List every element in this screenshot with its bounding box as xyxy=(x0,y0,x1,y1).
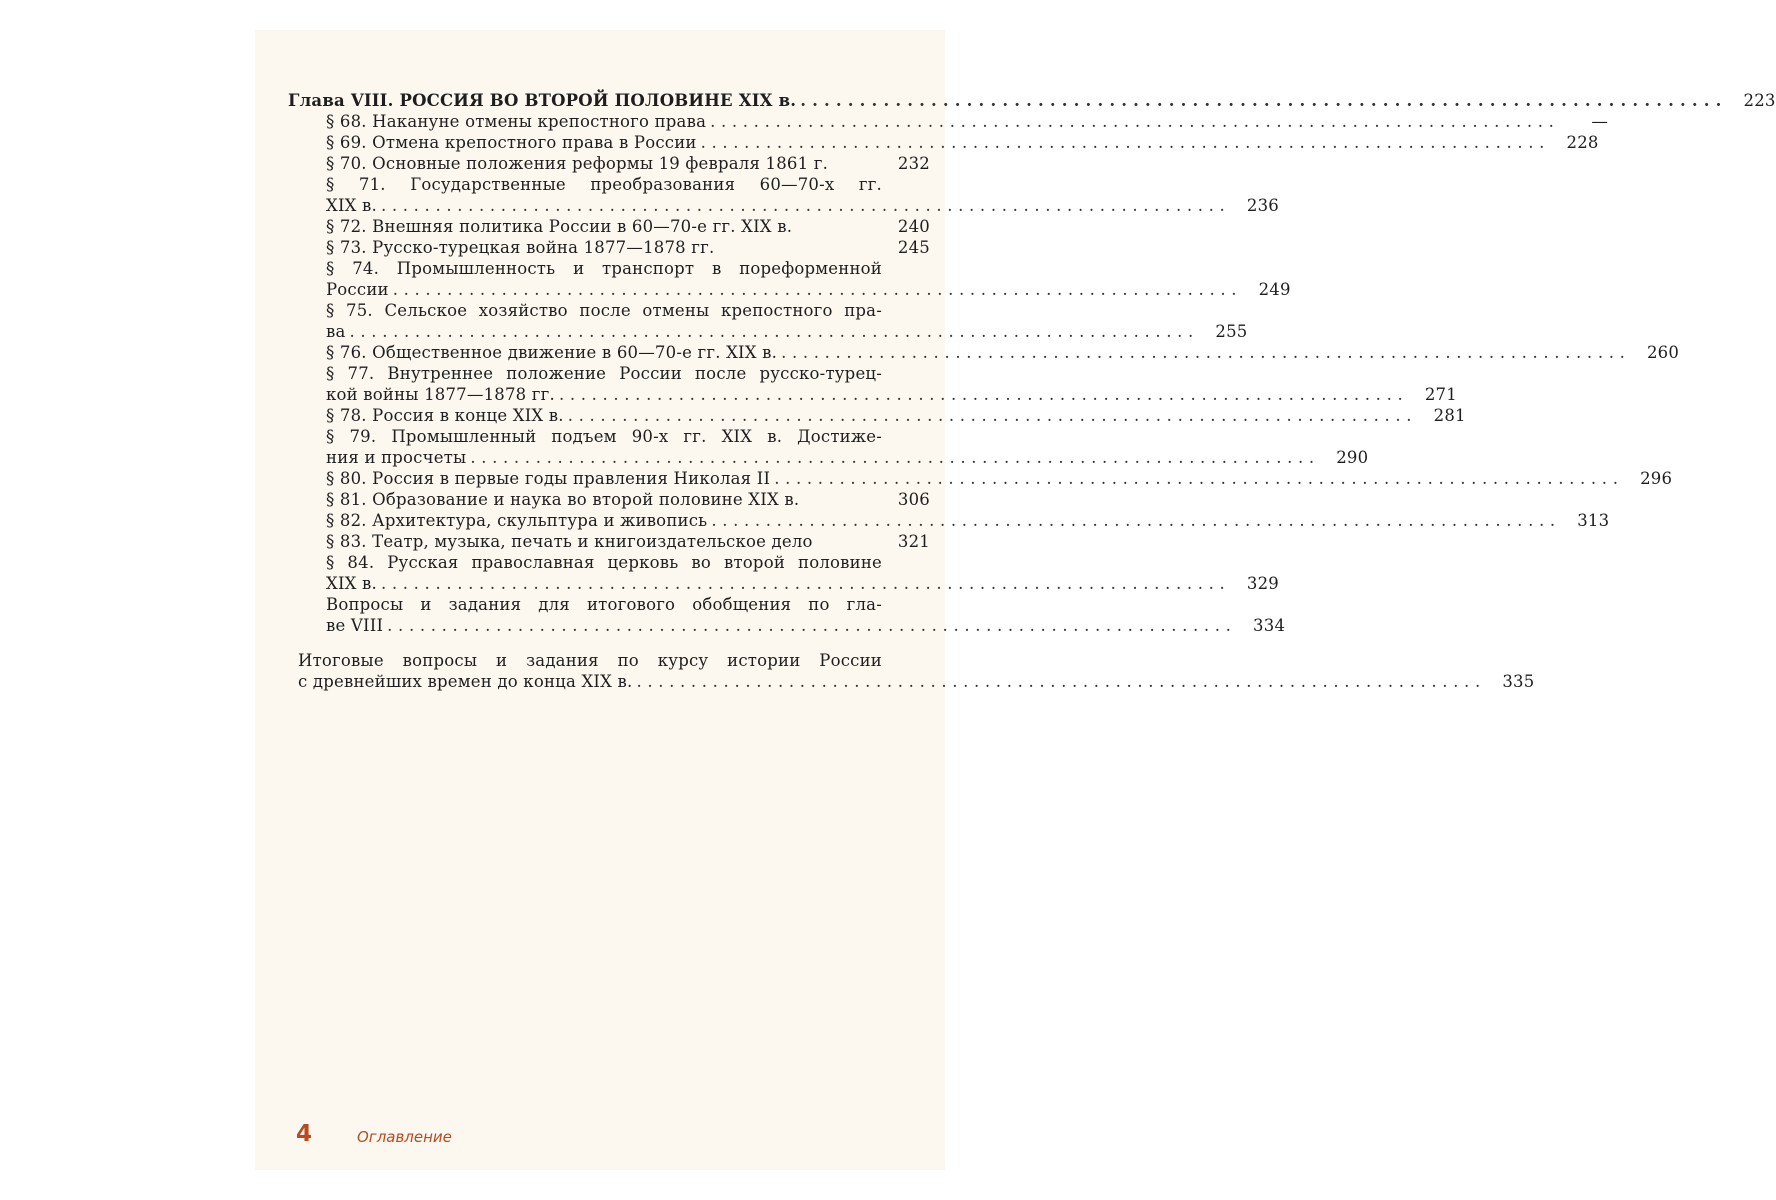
dot-leader xyxy=(393,279,1237,300)
toc-entry-text: § 82. Архитектура, скульптура и живопись xyxy=(326,511,708,530)
toc-entry-text: России xyxy=(326,280,389,299)
toc-entry-line-2 xyxy=(288,384,1457,405)
toc-entry-line-1 xyxy=(288,426,930,447)
toc-page-number: — xyxy=(1591,112,1609,131)
toc-entry-text: ве VIII xyxy=(326,616,384,635)
toc-entry-text: § 75. Сельское хозяйство после отмены крепостного пра- xyxy=(326,301,882,320)
toc-entry-text: кой войны 1877—1878 гг. xyxy=(326,385,555,404)
dot-leader xyxy=(781,342,1625,363)
toc-entry-text: § 74. Промышленность и транспорт в пореформенной xyxy=(326,259,882,278)
table-of-contents xyxy=(288,90,1776,692)
toc-entry xyxy=(288,237,930,258)
toc-page-number: 249 xyxy=(1258,280,1291,299)
dot-leader xyxy=(774,468,1618,489)
toc-entry xyxy=(288,405,1466,426)
toc-entry xyxy=(288,342,1680,363)
toc-entry-line-2 xyxy=(288,195,1279,216)
toc-entry-line-2 xyxy=(288,615,1286,636)
toc-entry xyxy=(288,510,1610,531)
toc-page-number: 290 xyxy=(1336,448,1369,467)
toc-final-entry-line-1 xyxy=(288,650,930,671)
running-footer-title: Оглавление xyxy=(357,1128,452,1146)
toc-entry-text: § 77. Внутреннее положение России после русско-турец- xyxy=(326,364,882,383)
toc-entry-text: с древнейших времен до конца XIX в. xyxy=(298,672,633,691)
toc-page-number: 228 xyxy=(1566,133,1599,152)
toc-entry-text: Вопросы и задания для итогового обобщения по гла- xyxy=(326,595,882,614)
toc-entry-line-1 xyxy=(288,363,930,384)
toc-page-number: 260 xyxy=(1646,343,1680,362)
toc-entry-text: § 78. Россия в конце XIX в. xyxy=(326,406,564,425)
toc-entry-text: § 81. Образование и наука во второй половине XIX в. xyxy=(326,490,800,509)
toc-entry-text: § 84. Русская православная церковь во второй половине xyxy=(326,553,882,572)
dot-leader xyxy=(381,195,1225,216)
toc-entry-text: Итоговые вопросы и задания по курсу истории России xyxy=(298,651,882,670)
toc-final-entry-line-2 xyxy=(288,671,1535,692)
toc-entry-line-1 xyxy=(288,258,930,279)
toc-page-number: 232 xyxy=(897,154,930,173)
toc-entry-line-2 xyxy=(288,321,1248,342)
dot-leader xyxy=(350,321,1194,342)
toc-entry-text: § 83. Театр, музыка, печать и книгоиздательское дело xyxy=(326,532,813,551)
toc-page-number: 271 xyxy=(1424,385,1457,404)
dot-leader xyxy=(710,111,1554,132)
toc-page-number: 334 xyxy=(1253,616,1286,635)
dot-leader xyxy=(636,671,1480,692)
toc-entry-text: ва xyxy=(326,322,346,341)
toc-page-number: 255 xyxy=(1215,322,1248,341)
toc-page-number: 296 xyxy=(1640,469,1673,488)
dot-leader xyxy=(568,405,1412,426)
toc-entry xyxy=(288,531,930,552)
toc-page-number: 223 xyxy=(1743,91,1776,110)
toc-entry-line-2 xyxy=(288,279,1291,300)
toc-entry-line-1 xyxy=(288,552,930,573)
toc-entry-line-1 xyxy=(288,174,930,195)
toc-entry-text: ния и просчеты xyxy=(326,448,467,467)
toc-entry-text: § 73. Русско-турецкая война 1877—1878 гг. xyxy=(326,238,715,257)
dot-leader xyxy=(387,615,1231,636)
toc-entry xyxy=(288,111,1609,132)
toc-entry-text: Глава VIII. РОССИЯ ВО ВТОРОЙ ПОЛОВИНЕ XIX в. xyxy=(288,91,797,110)
dot-leader xyxy=(559,384,1403,405)
toc-entry-line-1 xyxy=(288,300,930,321)
toc-page-number: 313 xyxy=(1577,511,1610,530)
toc-entry xyxy=(288,489,930,510)
dot-leader xyxy=(711,510,1555,531)
toc-entry-text: § 69. Отмена крепостного права в России xyxy=(326,133,697,152)
toc-entry-text: § 72. Внешняя политика России в 60—70-е гг. XIX в. xyxy=(326,217,793,236)
toc-chapter-heading xyxy=(288,90,1776,111)
dot-leader xyxy=(470,447,1314,468)
dot-leader xyxy=(381,573,1225,594)
toc-page-number: 306 xyxy=(897,490,930,509)
toc-entry-text: § 76. Общественное движение в 60—70-е гг. XIX в. xyxy=(326,343,778,362)
toc-entry xyxy=(288,132,1599,153)
page-number: 4 xyxy=(296,1121,313,1147)
toc-page-number: 281 xyxy=(1433,406,1466,425)
toc-entry-text: XIX в. xyxy=(326,574,377,593)
toc-page-number: 236 xyxy=(1246,196,1279,215)
toc-page-number: 329 xyxy=(1246,574,1279,593)
toc-entry-text: § 79. Промышленный подъем 90-х гг. XIX в. Достиже- xyxy=(326,427,882,446)
toc-entry-text: § 80. Россия в первые годы правления Николая II xyxy=(326,469,771,488)
toc-entry-text: XIX в. xyxy=(326,196,377,215)
toc-entry xyxy=(288,216,930,237)
toc-entry-text: § 71. Государственные преобразования 60—70-х гг. xyxy=(326,175,882,194)
toc-page-number: 245 xyxy=(897,238,930,257)
toc-entry-line-2 xyxy=(288,447,1369,468)
toc-entry-line-2 xyxy=(288,573,1279,594)
toc-page-number: 321 xyxy=(897,532,930,551)
toc-page-number: 240 xyxy=(897,217,930,236)
dot-leader xyxy=(800,90,1721,111)
toc-entry-text: § 70. Основные положения реформы 19 февраля 1861 г. xyxy=(326,154,829,173)
toc-entry xyxy=(288,468,1673,489)
toc-page-number: 335 xyxy=(1502,672,1535,691)
dot-leader xyxy=(701,132,1545,153)
toc-entry xyxy=(288,153,930,174)
toc-entry-line-1 xyxy=(288,594,930,615)
toc-entry-text: § 68. Накануне отмены крепостного права xyxy=(326,112,707,131)
